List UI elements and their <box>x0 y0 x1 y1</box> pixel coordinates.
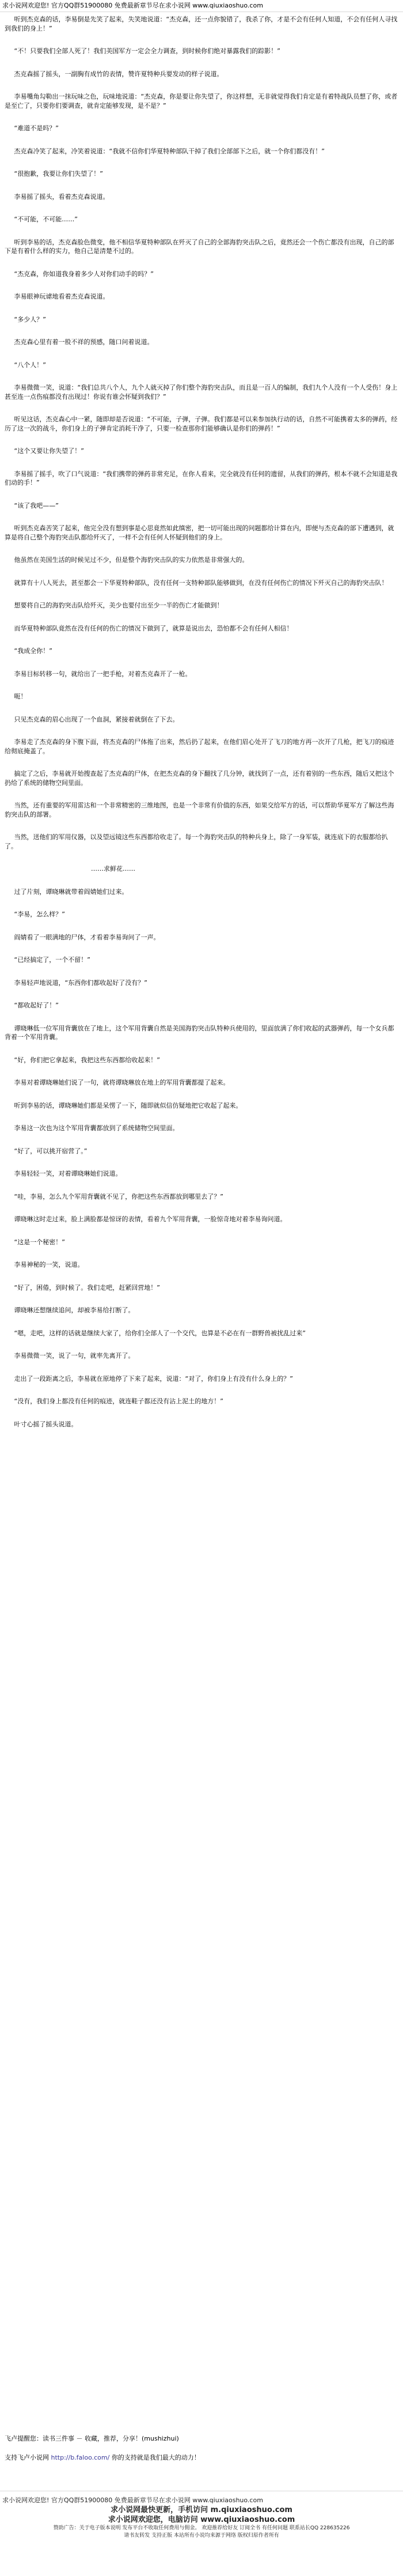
chapter-paragraph: “多少人？” <box>14 315 46 323</box>
chapter-paragraph: “嗯，走吧，这样的话就是继续大家了，给你们全部人了一个交代，也算是不必在有一群野兽被扰乱过来” <box>14 1329 306 1337</box>
chapter-paragraph: 杰克森摇了摇头，一副胸有成竹的表情，赞许夏特种兵要发动的样子说道。 <box>14 70 223 78</box>
chapter-paragraph: “不！只要我们全部人死了！我们美国军方一定会全力调查，到时候你们绝对暴露我们的踪影！” <box>14 47 280 55</box>
chapter-paragraph: 走出了一段距离之后，李易就在原地停了下来了起来，说道：“对了，你们身上有没有什么身上的？” <box>14 1374 293 1383</box>
chapter-paragraph: “很抱歉，我要让你们失望了！” <box>14 170 103 177</box>
chapter-paragraph: 李易神秘的一笑，说道。 <box>14 1261 84 1268</box>
chapter-paragraph: 听到杰克森苦笑了起来，他完全没有想到事是心思竟然如此缜密，把一切可能出现的问题都给计算在内，即便与杰克森的部下遭遇到，就算是将自己整个海豹突击队都给歼灭了，一样不会有任何人怀疑到他们的身上。 <box>5 524 394 541</box>
chapter-paragraph: “这是一个秘密！” <box>14 1238 65 1246</box>
chapter-paragraph: 李易眼神玩谑地看着杰克森说道。 <box>14 293 109 300</box>
chapter-paragraph: 就算有十八人死去，甚至都会一下华夏特种部队，没有任何一支特种部队能够做到，在没有任何伤亡的情况下歼灭自己的海豹突击队！ <box>14 579 388 587</box>
chapter-paragraph: “好，你们把它拿起来，我把这些东西都给收起来！” <box>14 1056 160 1064</box>
chapter-paragraph: 李易走了杰克森的身下腹下面，将杰克森的尸体拖了出来，然后扔了起来，在他们眉心处开了飞刀的地方再一次开了几枪，把飞刀的痕迹给彻底掩盖了。 <box>5 738 394 755</box>
support-prefix: 支持飞卢小说网 <box>5 2454 49 2461</box>
chapter-paragraph: 李易轻声地说道，“东西你们都收起好了没有？” <box>14 979 147 987</box>
reading-tip: 飞卢提醒您：读书三件事 － 收藏，推荐，分享！(mushizhui) <box>5 2435 179 2442</box>
chapter-paragraph: 过了片刻，谭晓琳就带着阎婧她们过来。 <box>14 887 128 896</box>
chapter-paragraph: 李易摇了摇头，看着杰克森说道。 <box>14 192 109 201</box>
chapter-content <box>5 15 398 1442</box>
footer-mobile-line: 求小说网最快更新，手机访问 m.qiuxiaoshuo.com <box>111 2506 292 2514</box>
chapter-paragraph: 李易微微一笑，说道：“我们总共八个人，九个人就灭掉了你们整个海豹突击队，而且是一百人的编制，我们九个人没有一个人受伤！身上甚至连一点伤痕都没有出现过！你说有谁会怀疑到我们？” <box>5 384 398 401</box>
chapter-paragraph: 谭晓琳这时走过来，脸上满脸都是惊讶的表情，看着九个军用背囊，一脸惊奇地对着李易询问道。 <box>14 1215 287 1223</box>
chapter-paragraph: 呃！ <box>14 693 27 700</box>
chapter-paragraph: 听到李易的话，杰克森脸色微变，他不相信华夏特种部队在歼灭了自己的全部海豹突击队之后，竟然还会一个伤亡都没有出现，自己的部下是有着什么样的实力，他自己是清楚不过的。 <box>5 238 394 255</box>
chapter-paragraph: ……求鲜花…… <box>91 865 135 872</box>
chapter-paragraph: “都收起好了！” <box>14 1002 59 1009</box>
chapter-paragraph: 只见杰克森的眉心出现了一个血洞，紧接着就倒在了下去。 <box>14 715 179 723</box>
chapter-paragraph: “好了，困倦，到时候了。我们走吧，赶紧回营地！” <box>14 1283 160 1291</box>
chapter-paragraph: 李易摇了摇手，吹了口气说道：“我们携带的弹药非常充足，在你人看来，完全就没有任何的遗留，从我们的弹药，根本不就不会知道是我们动的手！” <box>5 470 398 486</box>
chapter-paragraph: 当然，送他们的军用仪器，以及望远镜这些东西都给收走了。每一个海豹突击队的特种兵身上，除了一身军装，就连底下的衣服都给扒了。 <box>5 833 388 850</box>
chapter-paragraph: “哇，李易，怎么九个军用背囊就不见了，你把这些东西都放到哪里去了？” <box>14 1192 223 1200</box>
chapter-paragraph: 杰克森心里有着一股不祥的预感，随口问着说道。 <box>14 338 154 346</box>
footer-desktop-line: 求小说网欢迎您，电脑访问 www.qiuxiaoshuo.com <box>108 2515 295 2524</box>
footer-copyright: 请书友转发 支持正版 本站所有小说均来源于网络 版权归原作者所有 <box>124 2533 279 2539</box>
chapter-paragraph: 叶寸心摇了摇头说道。 <box>14 1420 78 1428</box>
chapter-paragraph: 李易这一次也为这个军用背囊都放到了系统储物空间里面。 <box>14 1124 179 1132</box>
chapter-paragraph: 李易目标转移一句，就给出了一把手枪，对着杰克森开了一枪。 <box>14 670 192 678</box>
chapter-paragraph: 他虽然在美国生活的时候见过不少，但是整个海豹突击队的实力依然是非常强大的。 <box>14 556 249 564</box>
chapter-tail <box>5 2434 398 2472</box>
chapter-paragraph: “不可能，不可能……” <box>14 216 78 223</box>
chapter-paragraph: 听到杰克森的话，李易倒是先笑了起来，失笑地说道：“杰克森，还一点你貌错了，我杀了你，才是不会有任何人知道，不会有任何人寻找到我们的身上！” <box>5 16 398 32</box>
support-line <box>5 2453 398 2462</box>
chapter-paragraph: 阎婧看了一眼满地的尸体，才看着李易询问了一声。 <box>14 933 160 941</box>
site-footer <box>0 2495 403 2540</box>
chapter-paragraph: 谭晓琳低一位军用背囊放在了地上，这个军用背囊自然是美国海豹突击队特种兵使用的，里面放满了你们收起的武器弹药，每一个女兵都背着一个军用背囊。 <box>5 1024 394 1041</box>
footer-notice: 赞助广告：关于电子版本说明 发布平台不收取任何费用与佣金。 欢迎推荐给好友 订阅全书 有任何问题 联系站长QQ 228635226 <box>53 2525 350 2531</box>
chapter-paragraph: “杰克森，你如道我身着多少人对你们动手的吗？” <box>14 270 154 278</box>
chapter-paragraph: 听到李易的话，谭晓琳她们都是呆愣了一下，随即就似信仿疑地把它收起了起来。 <box>14 1101 242 1109</box>
chapter-paragraph: 谭晓琳还想继续追问，却被李易给打断了。 <box>14 1306 135 1314</box>
chapter-paragraph: “该了我吧——” <box>14 501 59 509</box>
chapter-paragraph: 听见这话，杰克森心中一紧，随即却是否说道：“不可能，子弹，子弹。我们都是可以来参加执行动的话，自然不可能携着太多的弹药，经历了这一次的战斗，你们身上的子弹肯定消耗干净了，只要一检查那你们能够确认是你们的弹药！” <box>5 416 398 432</box>
chapter-paragraph: 想要将自己的海豹突击队给歼灭，美少也要付出至少一半的伤亡才能做到！ <box>14 602 223 609</box>
chapter-paragraph: “这个又要让你失望了！” <box>14 447 84 455</box>
chapter-paragraph: 李易微微一笑，说了一句，就率先离开了。 <box>14 1352 135 1359</box>
chapter-paragraph: “难道不是吗？” <box>14 124 59 132</box>
chapter-paragraph: 而华夏特种部队竟然在没有任何的伤亡的情况下做到了，就算是说出去，恐怕都不会有任何人相信！ <box>14 624 293 632</box>
chapter-paragraph: “已经搞定了，一个不留！” <box>14 956 90 964</box>
chapter-paragraph: 当然，还有重要的军用雷达和一个非常精密的三维地图，也是一个非常有价值的东西，如果交给军方的话，可以帮助华夏军方了解这些海豹突击队的部署。 <box>5 802 394 818</box>
chapter-paragraph: 李易轻轻一笑，对着谭晓琳她们说道。 <box>14 1170 122 1177</box>
chapter-paragraph: 李易嘴角勾勒出一抹玩味之色，玩味地说道：“杰克森，你是要让你失望了，你这样想，无非就觉得我们肯定是有着特战队员想了你，或者是至亡了，只要你们要调查，就肯定能够发现，是不是？” <box>5 93 398 109</box>
chapter-paragraph: “八个人！” <box>14 361 46 369</box>
chapter-paragraph: 杰克森冷笑了起来，冷笑着说道：“我就不信你们华夏特种部队干掉了我们全部部下之后，就一个你们都没有！” <box>14 147 325 155</box>
support-suffix: 你的支持就是我们最大的动力！ <box>111 2454 200 2461</box>
chapter-paragraph: “我成全你！” <box>14 647 52 655</box>
footer-welcome: 求小说网欢迎您! 官方QQ群51900080 免费最新章节尽在求小说网 www.qiuxiaoshuo.com <box>2 2496 263 2504</box>
chapter-paragraph: 搞定了之后，李易就开始搜查起了杰克森的尸体，在把杰克森的身下翻找了几分钟，就找到了一点，还有着别的一些东西，随后又把这个扔给了系统的储物空间里面。 <box>5 770 394 787</box>
chapter-paragraph: “李易，怎么样？” <box>14 911 65 918</box>
chapter-paragraph: 李易对着谭晓琳她们说了一句，就将谭晓琳放在地上的军用背囊都提了起来。 <box>14 1079 230 1086</box>
chapter-paragraph: “好了，可以挑开宿营了。” <box>14 1147 88 1155</box>
chapter-paragraph: “没有，我们身上都没有任何的痕迹，就连鞋子都还没有沾上泥土的地方！” <box>14 1397 223 1405</box>
faloo-link[interactable]: http://b.faloo.com/ <box>51 2454 110 2461</box>
site-header: 求小说网欢迎您! 官方QQ群51900080 免费最新章节尽在求小说网 www.qiuxiaoshuo.com <box>2 2 263 9</box>
